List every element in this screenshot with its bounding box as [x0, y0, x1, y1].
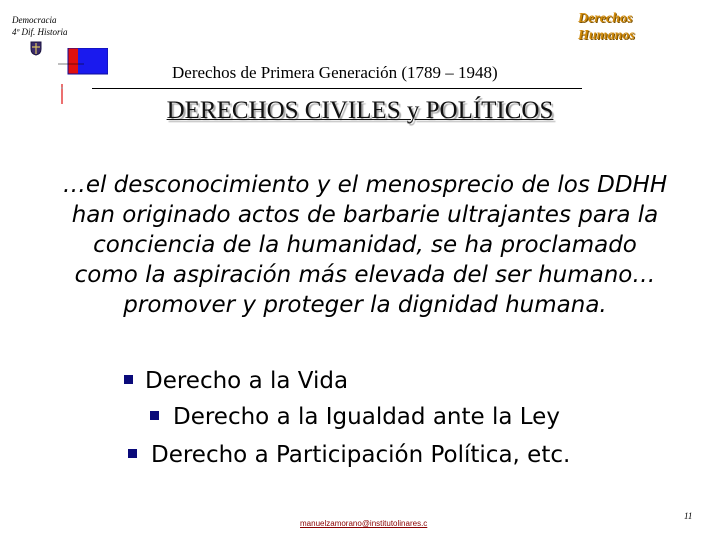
page-title: DERECHOS CIVILES y POLÍTICOS [166, 97, 554, 124]
header-left-line2: 4º Dif. Historia [12, 27, 68, 37]
bullet-square-icon [124, 375, 133, 384]
list-item [150, 402, 560, 432]
list-item-label: Derecho a la Vida [145, 368, 349, 394]
crest-icon [28, 40, 44, 56]
page-number: 11 [684, 511, 693, 521]
header-right-line1: Derechos [578, 11, 633, 26]
header-right-line2: Humanos [578, 28, 635, 43]
subtitle: Derechos de Primera Generación (1789 – 1948) [172, 63, 498, 82]
list-item [124, 366, 348, 396]
header-right [578, 10, 635, 44]
bullet-square-icon [150, 411, 159, 420]
header-left-line1: Democracia [12, 15, 57, 25]
footer-email-link[interactable]: manuelzamorano@institutolinares.c [300, 519, 428, 528]
header-left [12, 14, 68, 38]
quote-text: …el desconocimiento y el menosprecio de los DDHH han originado actos de barbarie ultrajantes para la conciencia de la humanidad, se ha proclamado como la aspiración más elevada del ser humano… promover y proteger la dignidad humana. [62, 172, 668, 318]
list-item [128, 440, 570, 470]
list-item-label: Derecho a Participación Política, etc. [151, 442, 571, 468]
list-item-label: Derecho a la Igualdad ante la Ley [173, 404, 560, 430]
subtitle-divider [92, 88, 582, 89]
bullet-square-icon [128, 449, 137, 458]
